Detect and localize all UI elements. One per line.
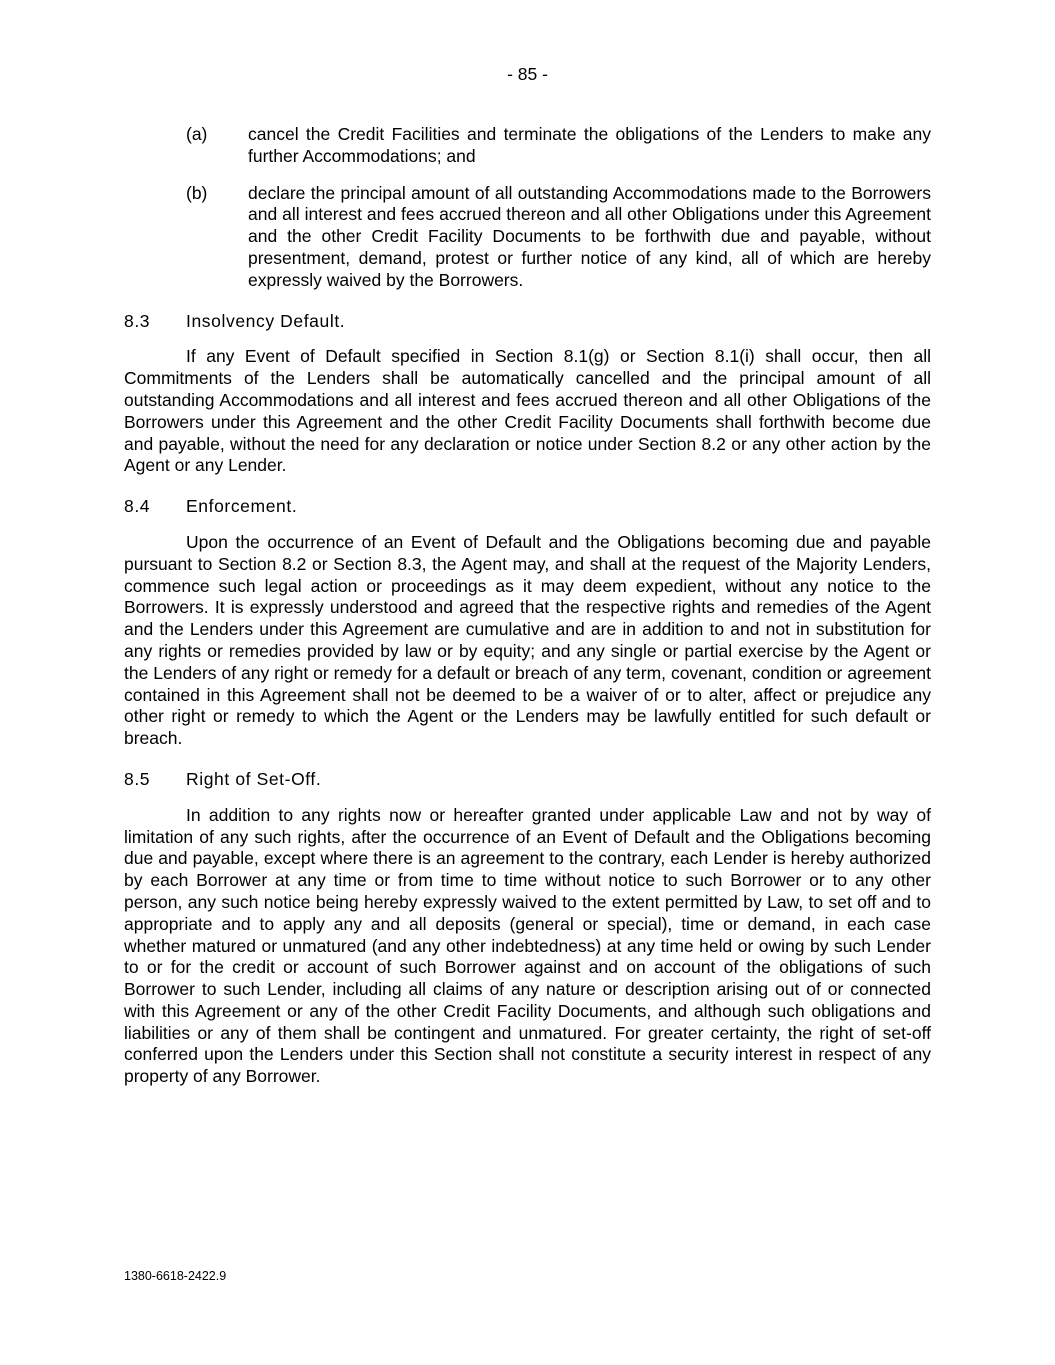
section-number: 8.5 [124,768,151,789]
clause-text: declare the principal amount of all outstanding Accommodations made to the Borrowers and all interest and fees accrued thereon and all other Obligations under this Agreement and the other Credit Facility Documents to be forthwith due and payable, without presentment, demand, protest or further notice of any kind, all of which are hereby expressly waived by the Borrowers. [248,182,931,290]
section-title: Enforcement. [186,496,298,517]
section-body-8-4: Upon the occurrence of an Event of Default and the Obligations becoming due and payable pursuant to Section 8.2 or Section 8.3, the Agent may, and shall at the request of the Majority Lenders, commence such legal action or proceedings as it may deem expedient, without any notice to the Borrowers. It is expressly understood and agreed that the respective rights and remedies of the Agent and the Lenders under this Agreement are cumulative and are in addition to and not in substitution for any rights or remedies provided by law or by equity; and any single or partial exercise by the Agent or the Lenders of any right or remedy for a default or breach of any term, covenant, condition or agreement contained in this Agreement shall not be deemed to be a waiver of or to alter, affect or prejudice any other right or remedy to which the Agent or the Lenders may be lawfully entitled for such default or breach. [124,531,931,749]
section-body-8-3: If any Event of Default specified in Section 8.1(g) or Section 8.1(i) shall occur, then all Commitments of the Lenders shall be automatically cancelled and the principal amount of all outstanding Accommodations and all interest and fees accrued thereon and all other Obligations of the Borrowers under this Agreement and the other Credit Facility Documents shall forthwith become due and payable, without the need for any declaration or notice under Section 8.2 or any other action by the Agent or any Lender. [124,346,931,476]
clause-label: (a) [186,124,208,144]
section-title: Right of Set-Off. [186,768,322,789]
page-number: - 85 - [507,64,548,84]
section-heading-8-5 [124,769,931,791]
clause-text: cancel the Credit Facilities and terminate the obligations of the Lenders to make any further Accommodations; and [248,124,931,166]
section-title: Insolvency Default. [186,310,346,331]
section-number: 8.3 [124,310,151,331]
clause-a [186,124,931,168]
document-body [124,124,931,1102]
document-footer-id: 1380-6618-2422.9 [124,1269,227,1283]
clause-b [186,183,931,292]
section-number: 8.4 [124,496,151,517]
section-heading-8-3 [124,311,931,333]
section-heading-8-4 [124,496,931,518]
clause-label: (b) [186,182,208,203]
section-body-8-5: In addition to any rights now or hereafter granted under applicable Law and not by way of limitation of any such rights, after the occurrence of an Event of Default and the Obligations becoming due and payable, except where there is an agreement to the contrary, each Lender is hereby authorized by each Borrower at any time or from time to time without notice to such Borrower or to any other person, any such notice being hereby expressly waived to the extent permitted by Law, to set off and to appropriate and to apply any and all deposits (general or special), time or demand, in each case whether matured or unmatured (and any other indebtedness) at any time held or owing by such Lender to or for the credit or account of such Borrower against and on account of the obligations of such Borrower to such Lender, including all claims of any nature or description arising out of or connected with this Agreement or any of the other Credit Facility Documents, and although such obligations and liabilities or any of them shall be contingent and unmatured. For greater certainty, the right of set-off conferred upon the Lenders under this Section shall not constitute a security interest in respect of any property of any Borrower. [124,804,931,1087]
